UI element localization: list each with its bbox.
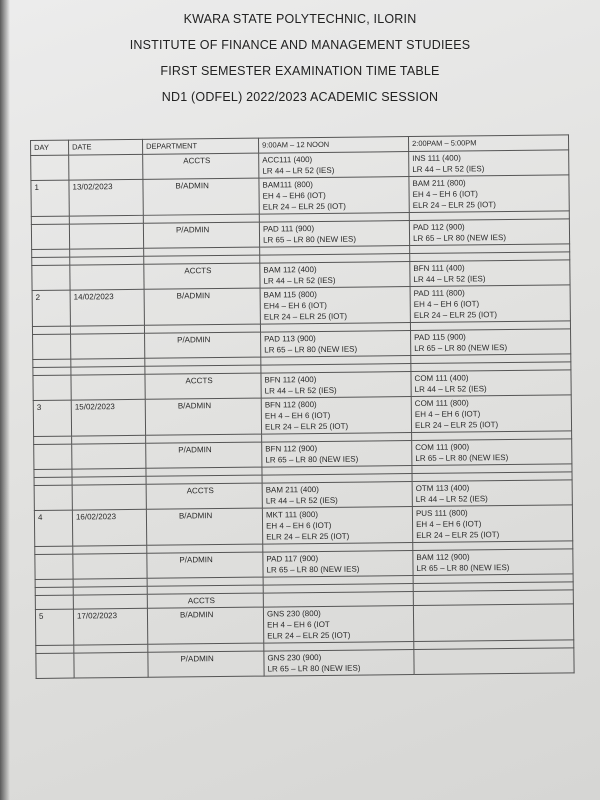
cell-department: ACCTS	[146, 483, 262, 509]
cell-date	[72, 484, 146, 510]
cell-morning	[263, 606, 413, 644]
cell-line: BAM 211 (400)	[265, 484, 319, 495]
cell-date	[69, 154, 143, 180]
cell-afternoon	[411, 395, 571, 433]
cell-afternoon	[409, 150, 569, 177]
cell-line: LR 65 – LR 80 (NEW IES)	[264, 344, 358, 355]
cell-department: P/ADMIN	[145, 332, 261, 358]
cell-line: PUS 111 (800)	[415, 508, 468, 518]
cell-department: B/ADMIN	[147, 607, 263, 644]
cell-morning	[264, 650, 414, 677]
cell-afternoon	[412, 480, 572, 507]
cell-date	[73, 594, 147, 609]
cell-line: EH4 – EH 6 (IOT)	[263, 300, 327, 311]
cell-afternoon	[409, 175, 569, 213]
cell-line: BAM 115 (800)	[263, 290, 317, 300]
cell-afternoon	[413, 604, 573, 642]
col-header-afternoon: 2:00PAM – 5:00PM	[408, 135, 568, 152]
table-row	[35, 604, 573, 646]
cell-day	[36, 653, 74, 678]
session-title: ND1 (ODFEL) 2022/2023 ACADEMIC SESSION	[161, 90, 439, 104]
cell-line: LR 65 – LR 80 (NEW IES)	[414, 343, 508, 353]
cell-morning	[261, 397, 411, 435]
cell-day	[34, 444, 72, 469]
document-header	[20, 6, 580, 110]
cell-line: ELR 24 – ELR 25 (IOT)	[267, 630, 351, 641]
col-header-morning: 9:00AM – 12 NOON	[258, 137, 408, 154]
cell-line: ACC111 (400)	[262, 155, 313, 165]
cell-date	[71, 333, 145, 359]
cell-line: ELR 24 – ELR 25 (IOT)	[264, 421, 349, 432]
cell-afternoon	[411, 370, 571, 397]
cell-line: ELR 24 – ELR 25 (IOT)	[262, 201, 346, 212]
cell-date	[74, 652, 148, 678]
cell-afternoon	[412, 505, 572, 543]
cell-line: BAM 112 (900)	[416, 552, 470, 562]
cell-department: B/ADMIN	[144, 288, 260, 325]
cell-line: LR 44 – LR 52 (IES)	[412, 164, 485, 174]
cell-line: BFN 112 (900)	[265, 444, 318, 454]
cell-line: LR 65 – LR 80 (NEW IES)	[416, 563, 510, 573]
cell-line: BAM 112 (400)	[263, 265, 317, 275]
cell-department: B/ADMIN	[146, 508, 262, 545]
cell-afternoon	[410, 260, 570, 287]
cell-morning	[260, 287, 410, 325]
cell-line: BAM111 (800)	[262, 180, 313, 190]
cell-department: P/ADMIN	[143, 222, 259, 248]
cell-line: BFN 111 (400)	[413, 263, 465, 273]
cell-day	[31, 155, 69, 180]
cell-morning	[260, 262, 410, 289]
cell-line: INS 111 (400)	[412, 153, 461, 163]
timetable	[30, 134, 575, 679]
cell-day	[35, 595, 73, 609]
cell-line: LR 65 – LR 80 (NEW IES)	[415, 453, 509, 463]
cell-department: ACCTS	[147, 593, 263, 608]
cell-date: 16/02/2023	[72, 509, 146, 546]
cell-line: EH 4 – EH 6 (IOT)	[416, 519, 482, 529]
cell-date	[73, 553, 147, 579]
document-title: FIRST SEMESTER EXAMINATION TIME TABLE	[160, 64, 440, 78]
cell-line: BFN 112 (400)	[264, 375, 317, 385]
cell-day: 4	[34, 510, 72, 546]
cell-date: 15/02/2023	[71, 399, 145, 436]
cell-line: ELR 24 – ELR 25 (IOT)	[263, 311, 348, 322]
cell-date: 13/02/2023	[69, 179, 143, 216]
cell-line: EH 4 – EH6 (IOT)	[262, 190, 326, 201]
cell-line: ELR 24 – ELR 25 (IOT)	[414, 420, 499, 430]
cell-morning	[259, 177, 409, 215]
timetable-body	[31, 150, 574, 679]
cell-line: MKT 111 (800)	[265, 510, 319, 520]
cell-day	[31, 224, 69, 249]
cell-line: PAD 112 (900)	[412, 222, 465, 232]
cell-department: ACCTS	[143, 153, 259, 179]
table-row	[34, 505, 572, 547]
cell-afternoon	[414, 648, 574, 675]
cell-morning	[263, 592, 413, 608]
cell-line: ELR 24 – ELR 25 (IOT)	[413, 310, 498, 320]
cell-department: B/ADMIN	[145, 398, 261, 435]
cell-date	[69, 223, 143, 249]
cell-morning	[262, 441, 412, 468]
cell-department: B/ADMIN	[143, 178, 259, 215]
cell-day: 5	[35, 609, 73, 645]
cell-line: COM 111 (800)	[414, 398, 469, 408]
cell-line: OTM 113 (400)	[415, 483, 470, 493]
col-header-day: DAY	[31, 140, 69, 155]
cell-line: EH 4 – EH 6 (IOT)	[264, 410, 331, 421]
cell-day	[35, 554, 73, 579]
cell-morning	[263, 551, 413, 578]
timetable-wrapper	[30, 134, 574, 679]
cell-line: LR 44 – LR 52 (IES)	[263, 275, 336, 286]
cell-date: 14/02/2023	[70, 289, 144, 326]
cell-department: ACCTS	[144, 263, 260, 289]
cell-morning	[259, 221, 409, 248]
cell-line: ELR 24 – ELR 25 (IOT)	[412, 200, 496, 210]
cell-day: 1	[31, 180, 69, 216]
cell-line: LR 65 – LR 80 (NEW IES)	[265, 454, 359, 465]
cell-morning	[262, 482, 412, 509]
cell-line: LR 65 – LR 80 (NEW IES)	[267, 663, 361, 674]
cell-day: 2	[32, 290, 70, 326]
cell-morning	[261, 331, 411, 358]
table-row	[32, 285, 570, 327]
cell-line: PAD 115 (900)	[414, 332, 466, 342]
cell-line: COM 111 (900)	[415, 442, 470, 452]
cell-line: LR 65 – LR 80 (NEW IES)	[413, 233, 507, 243]
cell-line: GNS 230 (800)	[266, 608, 321, 619]
cell-line: ELR 24 – ELR 25 (IOT)	[416, 530, 500, 540]
cell-line: PAD 113 (900)	[264, 334, 316, 344]
cell-line: BFN 112 (800)	[264, 400, 317, 410]
institution-name: KWARA STATE POLYTECHNIC, ILORIN	[183, 12, 417, 26]
cell-day	[32, 265, 70, 290]
cell-morning	[261, 372, 411, 399]
cell-date: 17/02/2023	[73, 608, 147, 645]
table-row	[36, 648, 574, 679]
cell-line: LR 65 – LR 80 (NEW IES)	[266, 564, 360, 575]
cell-line: LR 44 – LR 52 (IES)	[265, 495, 338, 506]
cell-line: LR 44 – LR 52 (IES)	[413, 274, 486, 284]
cell-date	[71, 374, 145, 400]
cell-line: EH 4 – EH 6 (IOT)	[266, 520, 332, 531]
cell-date	[70, 264, 144, 290]
table-row	[33, 395, 571, 437]
cell-day	[33, 334, 71, 359]
cell-day	[34, 485, 72, 510]
cell-afternoon	[411, 329, 571, 356]
cell-line: LR 44 – LR 52 (IES)	[262, 165, 335, 176]
cell-department: P/ADMIN	[147, 552, 263, 578]
cell-line: PAD 117 (900)	[266, 554, 319, 564]
cell-line: EH 4 – EH 6 (IOT	[267, 619, 330, 630]
cell-line: PAD 111 (900)	[262, 224, 315, 234]
cell-day: 3	[33, 400, 71, 436]
cell-line: GNS 230 (900)	[267, 652, 322, 663]
cell-afternoon	[413, 549, 573, 576]
cell-line: EH 4 – EH 6 (IOT)	[412, 189, 478, 199]
cell-date	[72, 443, 146, 469]
cell-department: P/ADMIN	[146, 442, 262, 468]
cell-line: LR 44 – LR 52 (IES)	[414, 384, 487, 394]
cell-line: LR 44 – LR 52 (IES)	[264, 385, 337, 396]
cell-line: ELR 24 – ELR 25 (IOT)	[266, 531, 350, 542]
page-edge-shadow	[0, 0, 10, 800]
cell-line: COM 111 (400)	[414, 373, 469, 383]
cell-afternoon	[410, 285, 570, 323]
cell-line: PAD 111 (800)	[413, 288, 465, 298]
cell-day	[33, 375, 71, 400]
cell-line: BAM 211 (800)	[412, 178, 466, 188]
cell-line: EH 4 – EH 6 (IOT)	[414, 409, 481, 419]
cell-line: LR 65 – LR 80 (NEW IES)	[263, 234, 357, 245]
cell-morning	[262, 507, 412, 545]
col-header-date: DATE	[69, 139, 143, 155]
cell-department: ACCTS	[145, 373, 261, 399]
cell-afternoon	[412, 439, 572, 466]
institute-name: INSTITUTE OF FINANCE AND MANAGEMENT STUDIEES	[129, 38, 471, 52]
cell-afternoon	[409, 219, 569, 246]
table-row	[31, 175, 569, 217]
cell-line: LR 44 – LR 52 (IES)	[415, 494, 488, 504]
cell-morning	[259, 152, 409, 179]
col-header-department: DEPARTMENT	[142, 138, 258, 154]
cell-department: P/ADMIN	[148, 651, 264, 677]
cell-line: EH 4 – EH 6 (IOT)	[413, 299, 480, 309]
